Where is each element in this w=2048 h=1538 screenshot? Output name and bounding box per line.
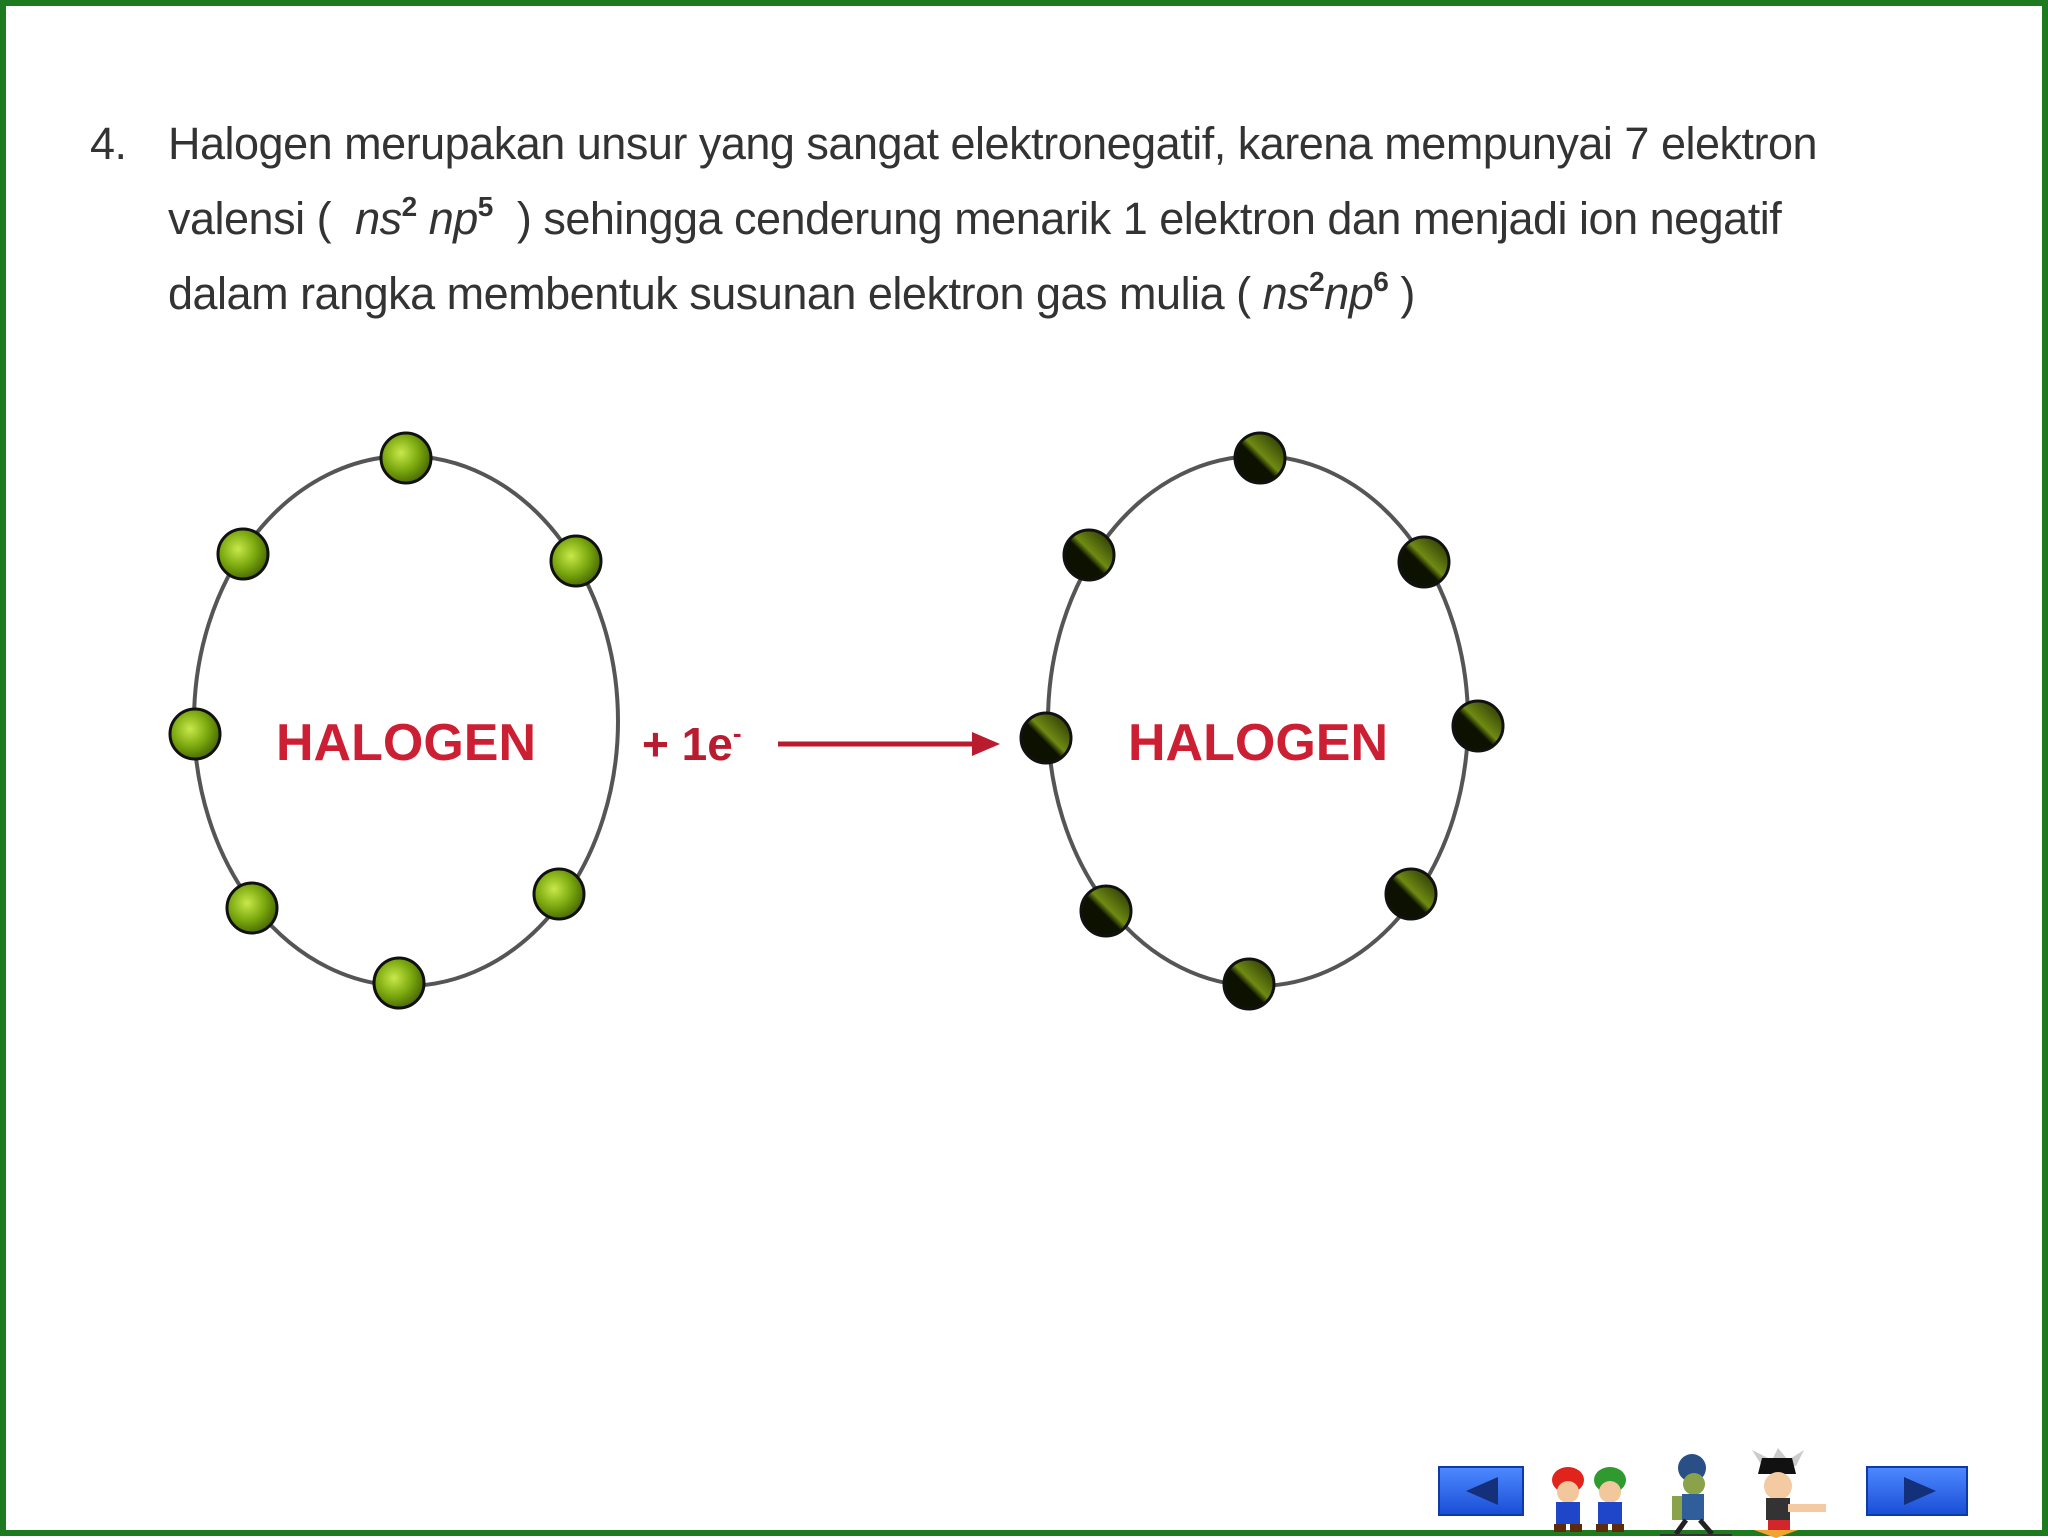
left-halogen-label: HALOGEN [276, 714, 536, 772]
right-electron-7 [1081, 886, 1131, 936]
left-electron-5 [534, 869, 584, 919]
right-electron-5 [1453, 701, 1503, 751]
zombie-sprite [1660, 1454, 1732, 1535]
mario-luigi-sprite [1552, 1467, 1626, 1532]
left-electron-3 [551, 536, 601, 586]
right-arrow-icon [1904, 1477, 1936, 1505]
left-electron-1 [381, 433, 431, 483]
astro-boy-sprite [1752, 1448, 1826, 1538]
left-electron-2 [218, 529, 268, 579]
right-electron-2 [1064, 530, 1114, 580]
item-number: 4. [90, 118, 127, 169]
left-electron-6 [227, 883, 277, 933]
left-electron-7 [374, 958, 424, 1008]
right-halogen-label: HALOGEN [1128, 714, 1388, 772]
next-slide-button[interactable] [1866, 1466, 1968, 1516]
paragraph-line-1: Halogen merupakan unsur yang sangat elektronegatif, karena mempunyai 7 elektron [168, 118, 1818, 169]
previous-slide-button[interactable] [1438, 1466, 1524, 1516]
left-electron-4 [170, 709, 220, 759]
right-electron-8 [1224, 959, 1274, 1009]
halogen-diagram [6, 6, 2048, 1206]
right-electron-4 [1021, 713, 1071, 763]
right-electron-6 [1386, 869, 1436, 919]
left-arrow-icon [1466, 1477, 1498, 1505]
reaction-arrow [778, 732, 1000, 756]
cartoon-decorations [1526, 1446, 1846, 1538]
right-electron-1 [1235, 433, 1285, 483]
right-electron-3 [1399, 537, 1449, 587]
electron-gain-label: + 1e- [642, 718, 742, 770]
paragraph-line-2: valensi ( $ns^2$ $np^5$ ) sehingga cenderung menarik 1 elektron dan menjadi ion negatif [168, 191, 1782, 244]
paragraph-line-3: dalam rangka membentuk susunan elektron gas mulia ( $ns^2np^6$ ) [168, 266, 1415, 319]
